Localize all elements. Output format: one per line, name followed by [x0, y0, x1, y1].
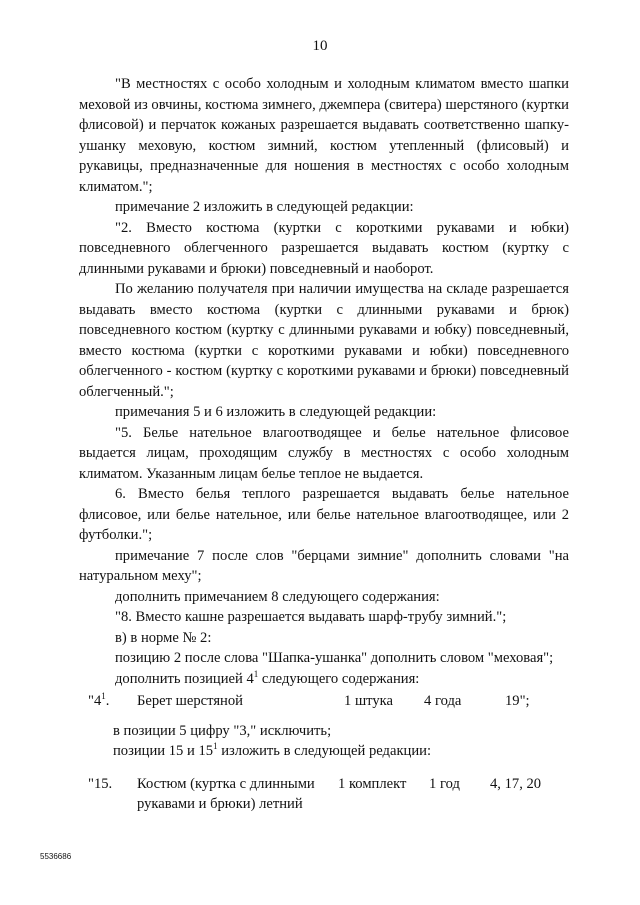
paragraph: дополнить примечанием 8 следующего содержания:	[115, 588, 440, 605]
after-row-text-2: позиции 15 и $15^1$ изложить в следующей редакции:	[113, 741, 432, 759]
paragraph: позицию 2 после слова "Шапка-ушанка" дополнить словом "меховая";	[115, 650, 554, 666]
item-quantity: 1 комплект	[338, 776, 407, 792]
paragraph: в) в норме № 2:	[115, 629, 212, 646]
item-note: 19";	[505, 693, 530, 709]
paragraph: примечание 2 изложить в следующей редакции:	[115, 199, 414, 215]
paragraph: "5. Белье нательное влагоотводящее и белье нательное флисовое выдается лицам, проходящим службу в местностях с особо холодным климатом. Указанным лицам белье теплое не выдается.	[79, 424, 569, 482]
paragraph-add-position	[79, 669, 569, 690]
footer-code: 5536686	[40, 852, 72, 861]
item-note: 4, 17, 20	[490, 776, 542, 792]
paragraph: По желанию получателя при наличии имущества на складе разрешается выдавать вместо костюма (куртки с длинными рукавами и брюк) повседневного костюм (куртку с длинными рукавами и юбку) повседневный, вместо костюма (куртки с короткими рукавами и юбки) повседневного облегченного - костюм (куртку с короткими рукавами и брюки) повседневный облегченный.";	[79, 281, 569, 400]
add-position-text: дополнить позицией 4	[115, 670, 254, 687]
after-row-text-1: в позиции 5 цифру "3," исключить;	[113, 723, 332, 739]
paragraph: "8. Вместо кашне разрешается выдавать шарф-трубу зимний.";	[115, 609, 507, 625]
paragraph: примечание 7 после слов "берцами зимние" дополнить словами "на натуральном меху";	[79, 547, 569, 584]
paragraph: 6. Вместо белья теплого разрешается выдавать белье нательное флисовое, или белье нательное, или белье нательное влагоотводящее, или 2 футболки.";	[79, 486, 569, 543]
document-body	[79, 74, 569, 689]
add-position-tail: следующего содержания:	[258, 670, 420, 687]
row-number: "15.	[88, 776, 113, 792]
item-name-line1: Костюм (куртка с длинными	[137, 776, 315, 792]
superscript: 1	[253, 668, 259, 679]
paragraph: "В местностях с особо холодным и холодным климатом вместо шапки меховой из овчины, костюма зимнего, джемпера (свитера) шерстяного (куртки флисовой) и перчаток кожаных разрешается выдавать соответственно шапку-ушанку меховую, костюм зимний, костюм утепленный (флисовый) и рукавицы, предназначенные для ношения в местностях с особо холодным климатом.";	[79, 76, 569, 195]
item-name: Берет шерстяной	[137, 693, 243, 709]
row-number: "$4^1$.	[88, 691, 110, 709]
item-term: 1 год	[429, 776, 460, 792]
item-term: 4 года	[424, 693, 462, 709]
page-number: 10	[312, 38, 328, 54]
item-name-line2: рукавами и брюки) летний	[137, 796, 303, 812]
paragraph: "2. Вместо костюма (куртки с короткими рукавами и юбки) повседневного облегченного разрешается выдавать костюм (куртку с длинными рукавами и брюки) повседневный и наоборот.	[79, 219, 569, 277]
paragraph: примечания 5 и 6 изложить в следующей редакции:	[115, 404, 437, 420]
item-quantity: 1 штука	[344, 693, 394, 709]
